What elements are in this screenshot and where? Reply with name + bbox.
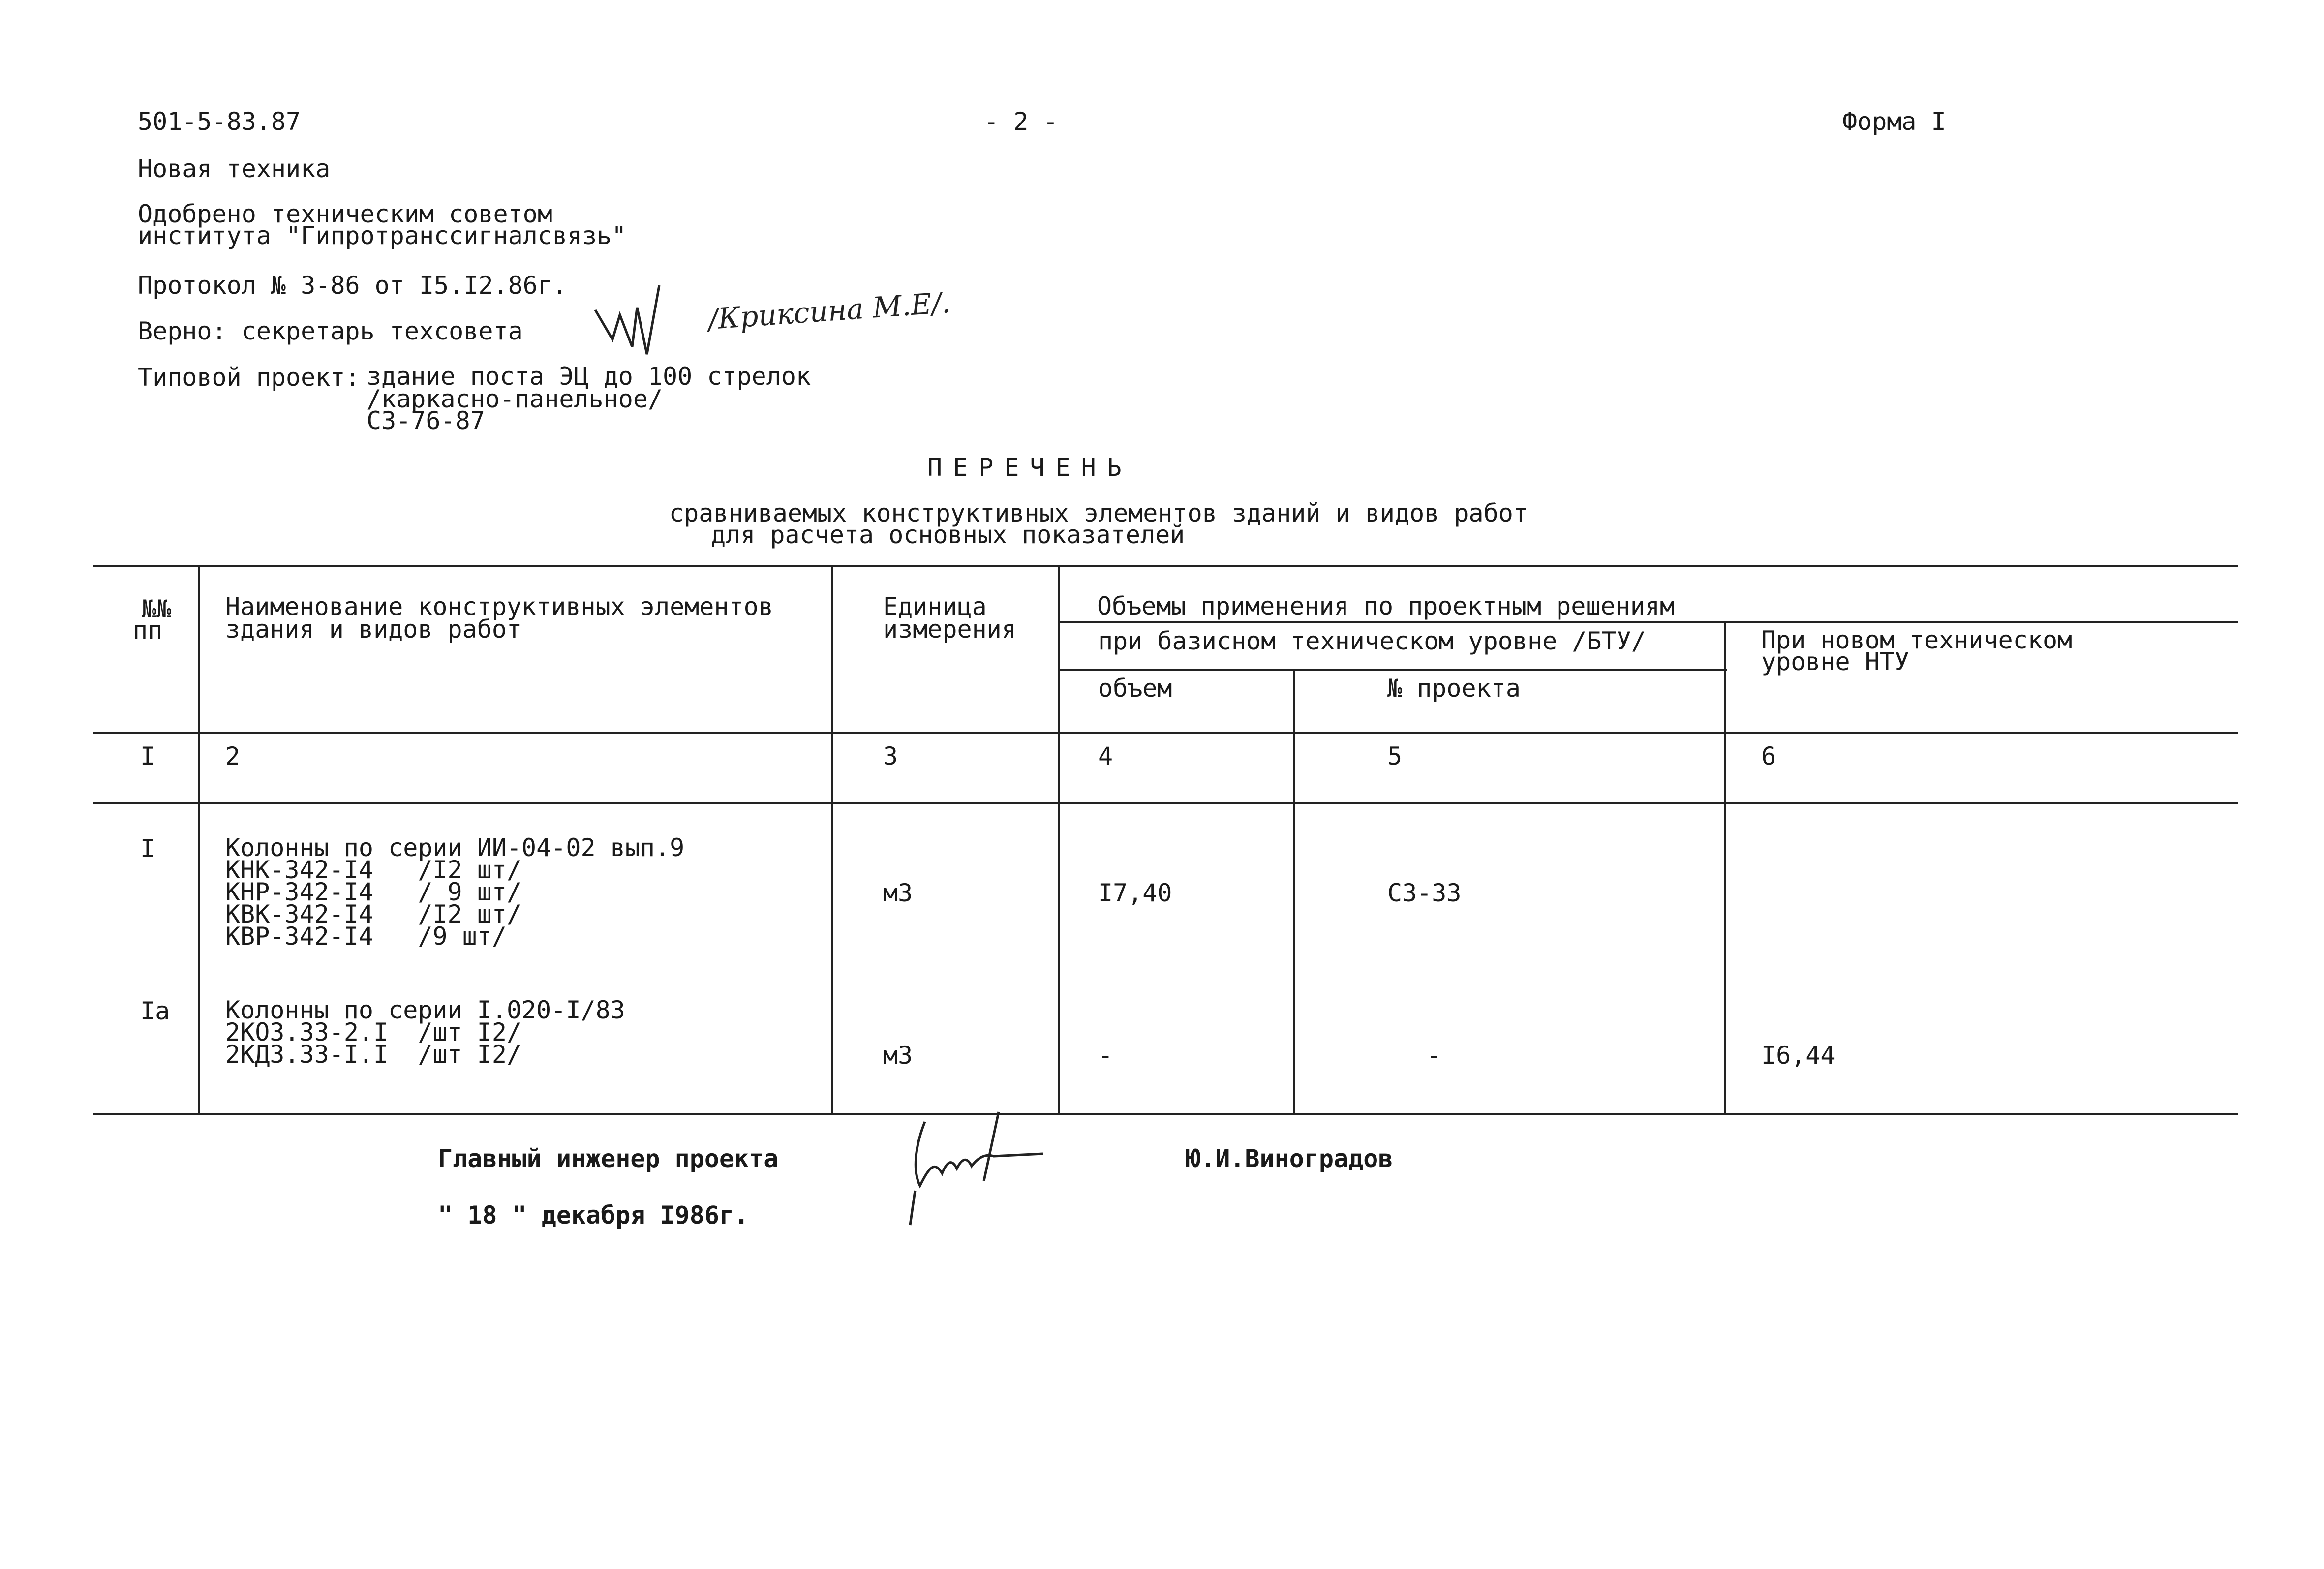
row-name-line: КВК-342-I4 /I2 шт/ [225,900,522,928]
chief-engineer-signature [900,1107,1077,1235]
header-unit-2: измерения [883,615,1016,644]
signing-date: " 18 " декабря I986г. [438,1201,749,1230]
col-number-3: 3 [883,742,898,770]
row-volume: I7,40 [1098,879,1172,907]
row-name-line: Колонны по серии ИИ-04-02 вып.9 [225,833,685,862]
col-number-5: 5 [1387,742,1403,770]
col-number-1: I [140,742,155,770]
row-name-line: 2КДЗ.33-I.I /шт I2/ [225,1040,522,1069]
header-project-no: № проекта [1387,674,1521,703]
protocol-line: Протокол № 3-86 от I5.I2.86г. [138,271,567,300]
col-number-6: 6 [1761,742,1776,770]
row-name-line: КНК-342-I4 /I2 шт/ [225,856,522,884]
col-number-2: 2 [225,742,241,770]
project-line-1: здание поста ЭЦ до 100 стрелок [367,362,811,391]
project-label: Типовой проект: [138,363,360,392]
row-unit: м3 [883,879,913,907]
secretary-signature [590,280,689,369]
row-project: - [1427,1041,1442,1070]
row-num: Iа [140,997,170,1025]
row-name-line: КНР-342-I4 / 9 шт/ [225,878,522,906]
approval-line-2: института "Гипротранссигналсвязь" [138,221,627,250]
header-num-2: пп [133,616,163,645]
chief-engineer-name: Ю.И.Виноградов [1186,1144,1393,1173]
verified-line: Верно: секретарь техсовета [138,317,523,345]
header-btu: при базисном техническом уровне /БТУ/ [1098,627,1646,655]
approval-line-1: Одобрено техническим советом [138,200,552,228]
header-volume: объем [1098,674,1172,703]
row-name-line: КВР-342-I4 /9 шт/ [225,922,507,951]
col-number-4: 4 [1098,742,1113,770]
header-volumes: Объемы применения по проектным решениям [1097,592,1675,620]
header-ntu-1: При новом техническом [1761,626,2073,654]
document-code: 501-5-83.87 [138,107,301,136]
page-number: - 2 - [984,107,1058,136]
project-line-3: СЗ-76-87 [367,406,485,435]
document-subtitle-2: для расчета основных показателей [711,521,1185,549]
chief-engineer-label: Главный инженер проекта [438,1144,779,1173]
category-label: Новая техника [138,154,331,183]
header-num-1: №№ [142,595,172,623]
row-num: I [140,834,155,863]
document-title: ПЕРЕЧЕНЬ [927,453,1132,482]
row-name-line: 2КО3.33-2.I /шт I2/ [225,1018,522,1046]
header-unit-1: Единица [883,592,987,621]
row-project: СЗ-33 [1387,879,1462,907]
row-name-line: Колонны по серии I.020-I/83 [225,996,625,1024]
header-name-1: Наименование конструктивных элементов [225,592,773,621]
document-subtitle-1: сравниваемых конструктивных элементов зданий и видов работ [669,499,1528,527]
header-name-2: здания и видов работ [225,615,522,644]
project-line-2: /каркасно-панельное/ [367,385,663,413]
row-unit: м3 [883,1041,913,1070]
verified-handwritten-name: /Криксина М.Е/. [707,285,951,336]
header-ntu-2: уровне НТУ [1761,647,1910,676]
row-volume: - [1098,1041,1113,1070]
form-label: Форма I [1842,107,1946,136]
row-ntu: I6,44 [1761,1041,1835,1070]
